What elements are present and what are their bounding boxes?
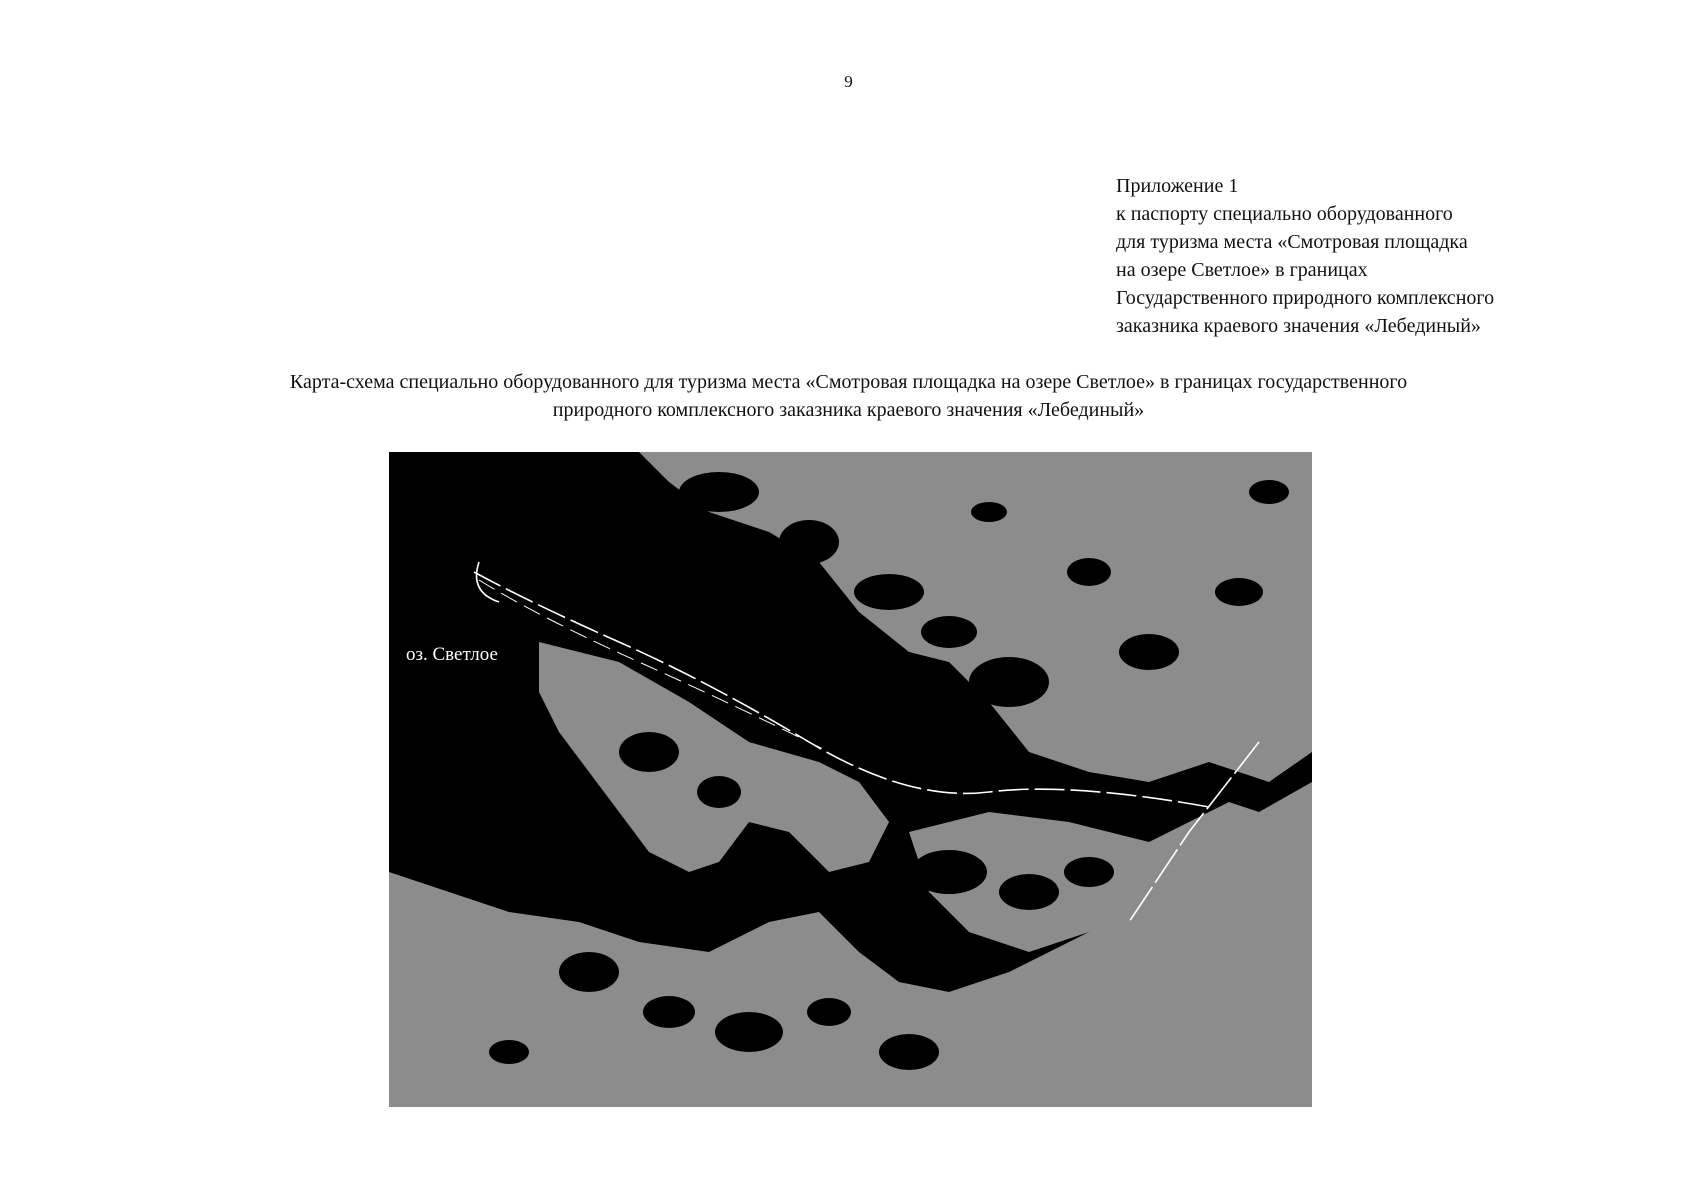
lake-label: оз. Светлое	[406, 644, 498, 665]
satellite-map	[389, 452, 1312, 1107]
appendix-line: Государственного природного комплексного	[1116, 287, 1495, 309]
appendix-line: к паспорту специально оборудованного	[1116, 203, 1453, 225]
map-title	[120, 368, 1577, 424]
appendix-line: заказника краевого значения «Лебединый»	[1116, 315, 1481, 337]
map-image	[389, 452, 1312, 1107]
page-number: 9	[844, 72, 853, 91]
appendix-line: на озере Светлое» в границах	[1116, 259, 1368, 281]
map-title-line: природного комплексного заказника краевого значения «Лебединый»	[552, 399, 1145, 421]
map-title-line: Карта-схема специально оборудованного для туризма места «Смотровая площадка на озере Светлое» в границах государственного	[289, 371, 1408, 393]
appendix-header	[1116, 172, 1676, 340]
appendix-line: Приложение 1	[1116, 175, 1239, 197]
appendix-line: для туризма места «Смотровая площадка	[1116, 231, 1468, 253]
